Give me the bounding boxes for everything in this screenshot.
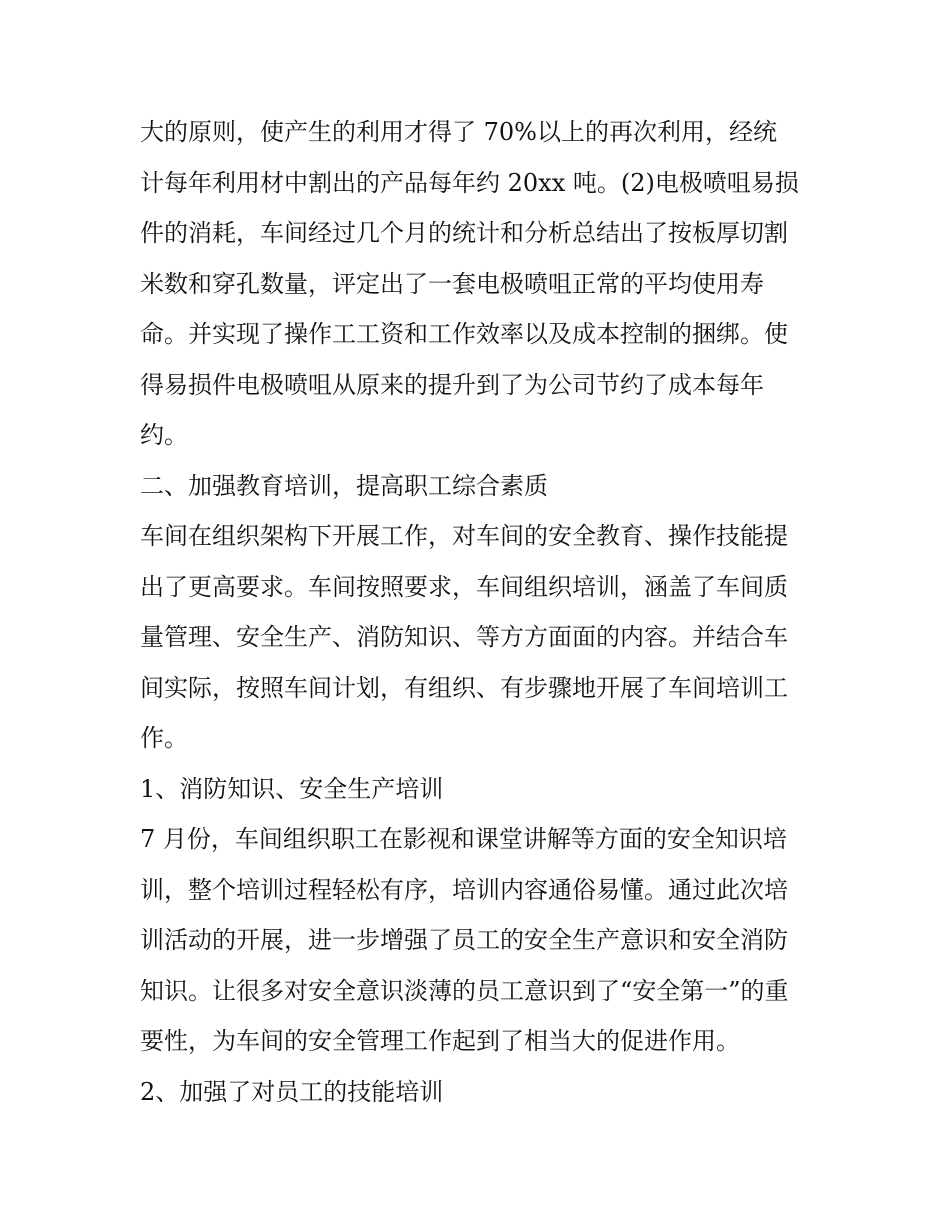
subsection-heading-2: 2、加强了对员工的技能培训 — [140, 1077, 444, 1106]
text-line-1: 大的原则，使产生的利用才得了 70%以上的再次利用，经统 — [140, 118, 777, 146]
text-line-13: 作。 — [140, 724, 188, 752]
text-line-4: 米数和穿孔数量，评定出了一套电极喷咀正常的平均使用寿 — [140, 269, 764, 298]
text-line-17: 训活动的开展，进一步增强了员工的安全生产意识和安全消防 — [140, 926, 788, 954]
text-line-9: 车间在组织架构下开展工作，对车间的安全教育、操作技能提 — [140, 522, 788, 550]
text-line-6: 得易损件电极喷咀从原来的提升到了为公司节约了成本每年 — [140, 370, 764, 399]
text-line-19: 要性，为车间的安全管理工作起到了相当大的促进作用。 — [140, 1027, 740, 1055]
text-line-12: 间实际，按照车间计划，有组织、有步骤地开展了车间培训工 — [140, 673, 788, 702]
section-heading-2: 二、加强教育培训，提高职工综合素质 — [140, 471, 548, 500]
text-line-5: 命。并实现了操作工工资和工作效率以及成本控制的捆绑。使 — [140, 320, 788, 348]
text-line-11: 量管理、安全生产、消防知识、等方方面面的内容。并结合车 — [140, 623, 788, 651]
text-line-2: 计每年利用材中割出的产品每年约 20xx 吨。(2)电极喷咀易损 — [140, 168, 799, 197]
subsection-heading-1: 1、消防知识、安全生产培训 — [140, 774, 444, 803]
text-line-3: 件的消耗，车间经过几个月的统计和分析总结出了按板厚切割 — [140, 219, 788, 247]
text-line-7: 约。 — [140, 421, 188, 449]
text-line-15: 7 月份，车间组织职工在影视和课堂讲解等方面的安全知识培 — [140, 825, 787, 853]
text-line-10: 出了更高要求。车间按照要求，车间组织培训，涵盖了车间质 — [140, 572, 788, 601]
document-body — [140, 107, 820, 1117]
text-line-16: 训，整个培训过程轻松有序，培训内容通俗易懂。通过此次培 — [140, 875, 788, 904]
text-line-18: 知识。让很多对安全意识淡薄的员工意识到了“安全第一”的重 — [140, 976, 789, 1005]
